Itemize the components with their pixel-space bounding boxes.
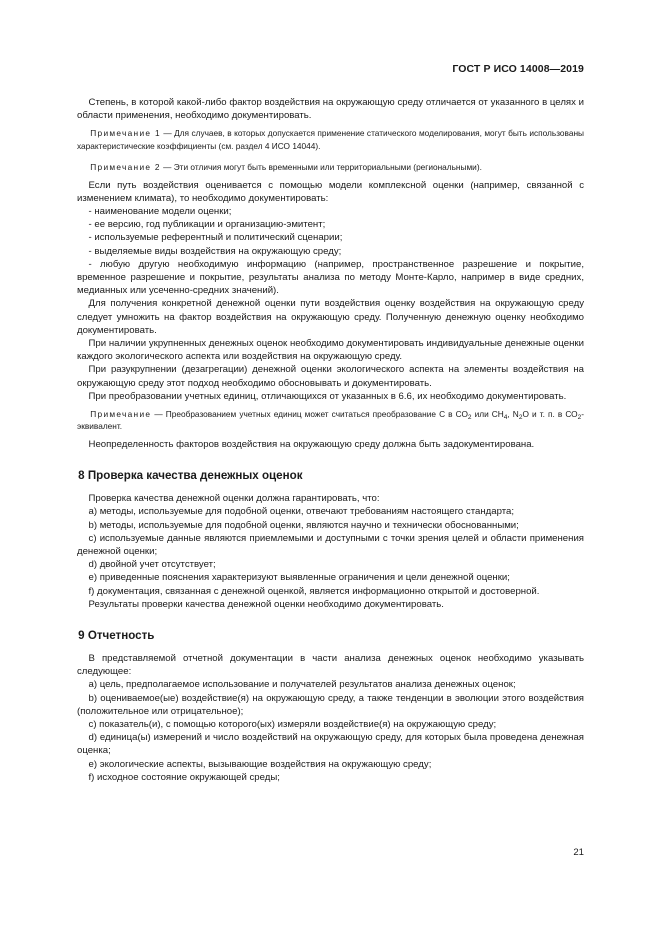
list-item: c) показатель(и), с помощью которого(ых) измеряли воздействие(я) на окружающую среду; bbox=[88, 718, 497, 730]
note-3: Примечание — Преобразованием учетных единиц может считаться преобразование С в $СО_2$ или $СН_4$, $N_2O$ и т. п. в $СО_2$-эквивалент. bbox=[77, 409, 584, 432]
note-label: Примечание 1 bbox=[90, 128, 161, 139]
list-item: - наименование модели оценки; bbox=[88, 206, 232, 218]
list-item: a) методы, используемые для подобной оценки, отвечают требованиям настоящего стандарта; bbox=[88, 506, 514, 518]
list-item: - используемые референтный и политический сценарии; bbox=[88, 232, 343, 244]
paragraph: Степень, в которой какой-либо фактор воздействия на окружающую среду отличается от указанного в целях и области применения, необходимо документировать. bbox=[77, 97, 584, 122]
list-item: c) используемые данные являются приемлемыми и доступными с точки зрения целей и области применения денежной оценки; bbox=[77, 532, 584, 557]
note-1 bbox=[77, 127, 584, 152]
paragraph: Результаты проверки качества денежной оценки необходимо документировать. bbox=[88, 598, 444, 610]
standard-designation: ГОСТ Р ИСО 14008—2019 bbox=[452, 63, 584, 75]
paragraph: При преобразовании учетных единиц, отличающихся от указанных в 6.6, их необходимо документировать. bbox=[88, 390, 567, 402]
note-2 bbox=[77, 161, 584, 173]
list-item: b) оцениваемое(ые) воздействие(я) на окружающую среду, а также тенденции в эволюции этого воздействия (положительное или отрицательное); bbox=[77, 692, 584, 717]
list-item: d) двойной учет отсутствует; bbox=[88, 559, 216, 571]
list-item: d) единица(ы) измерений и число воздействий на окружающую среду, для которых была проведена денежная оценка; bbox=[77, 732, 584, 757]
paragraph: В представляемой отчетной документации в части анализа денежных оценок необходимо указывать следующее: bbox=[77, 652, 584, 678]
paragraph: Проверка качества денежной оценки должна гарантировать, что: bbox=[88, 493, 380, 505]
note-text: — Для случаев, в которых допускается применение статического моделирования, могут быть использованы характеристические коэффициенты (см. раздел 4 ИСО 14044). bbox=[77, 128, 584, 151]
section-9-heading: 9 Отчетность bbox=[78, 628, 155, 642]
note-text: — Эти отличия могут быть временными или территориальными (региональными). bbox=[160, 162, 482, 173]
list-item: f) исходное состояние окружающей среды; bbox=[88, 771, 280, 783]
note-label: Примечание bbox=[90, 409, 152, 420]
list-item: e) экологические аспекты, вызывающие воздействия на окружающую среду; bbox=[88, 758, 432, 770]
body-text bbox=[77, 96, 584, 784]
section-8-heading: 8 Проверка качества денежных оценок bbox=[78, 469, 303, 483]
list-item: a) цель, предполагаемое использование и получателей результатов анализа денежных оценок; bbox=[88, 679, 516, 691]
list-item: b) методы, используемые для подобной оценки, являются научно и технически обоснованными; bbox=[88, 519, 519, 531]
paragraph: Если путь воздействия оценивается с помощью модели комплексной оценки (например, связанной с изменением климата), то необходимо документировать: bbox=[77, 179, 584, 204]
paragraph: Для получения конкретной денежной оценки пути воздействия оценку воздействия на окружающую среду следует умножить на фактор воздействия на окружающую среду. Полученную денежную оценку необходимо документировать. bbox=[77, 298, 584, 336]
list-item: e) приведенные пояснения характеризуют выявленные ограничения и цели денежной оценки; bbox=[88, 572, 510, 584]
page-number: 21 bbox=[573, 847, 584, 858]
list-item: - любую другую необходимую информацию (например, пространственное разрешение и покрытие, временное разрешение и покрытие, результаты анализа по методу Монте-Карло, например в виде средних, медианных или усеченно-средних значений). bbox=[77, 258, 584, 297]
list-item: f) документация, связанная с денежной оценкой, является информационно открытой и достоверной. bbox=[88, 585, 540, 597]
paragraph: При разукрупнении (дезагрегации) денежной оценки экологического аспекта на элементы воздействия на окружающую среду этот подход необходимо обосновывать и документировать. bbox=[77, 364, 584, 389]
paragraph: При наличии укрупненных денежных оценок необходимо документировать индивидуальные денежные оценки каждого экологического аспекта или воздействия на окружающую среду. bbox=[77, 338, 584, 363]
list-item: - выделяемые виды воздействия на окружающую среду; bbox=[88, 245, 342, 257]
note-label: Примечание 2 bbox=[90, 162, 161, 173]
paragraph: Неопределенность факторов воздействия на окружающую среду должна быть задокументирована. bbox=[88, 438, 535, 450]
list-item: - ее версию, год публикации и организацию-эмитент; bbox=[88, 219, 326, 231]
